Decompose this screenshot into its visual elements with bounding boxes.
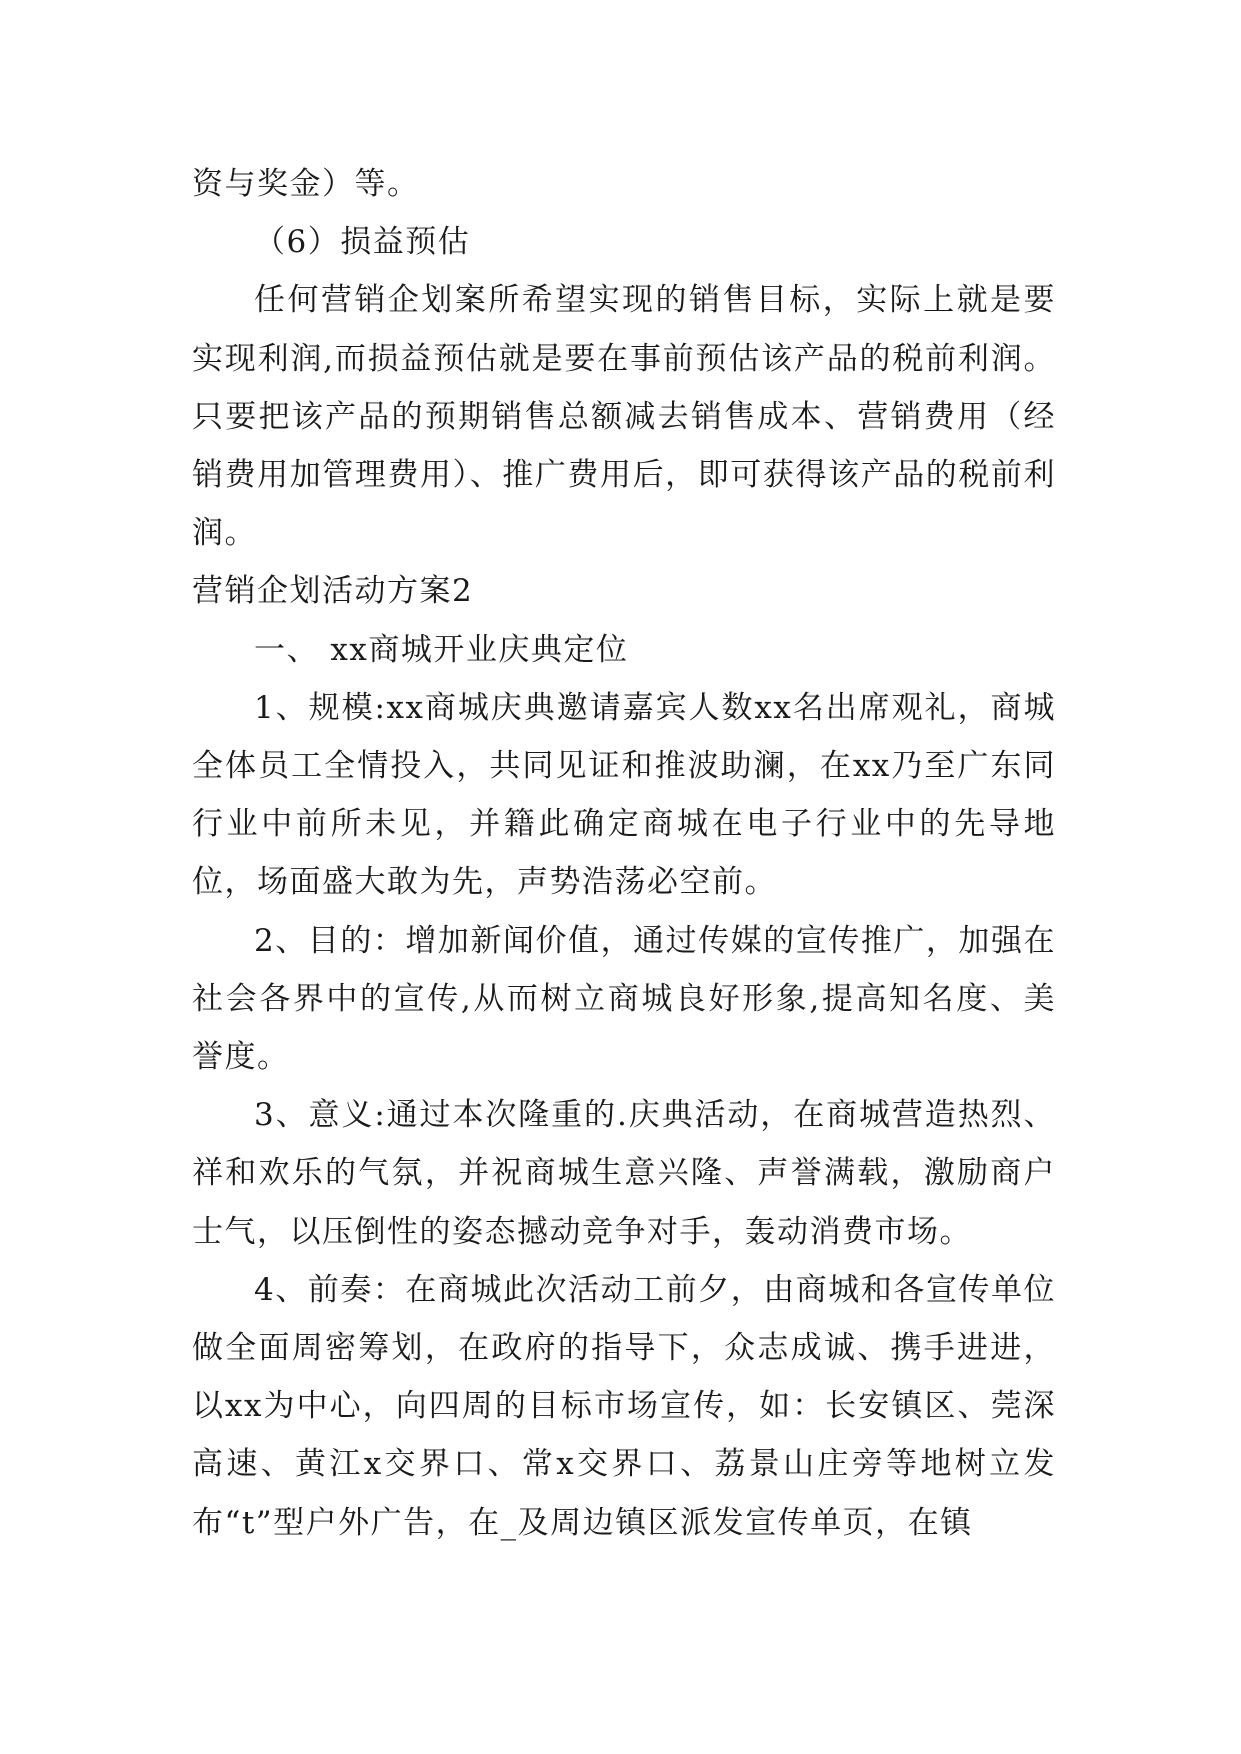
subheading-profit-loss-estimate: （6）损益预估 <box>254 224 471 261</box>
subheading-positioning: 一、 xx商城开业庆典定位 <box>254 631 629 668</box>
paragraph-continuation: 资与奖金）等。 <box>192 166 420 202</box>
paragraph-significance: 3、意义:通过本次隆重的.庆典活动，在商城营造热烈、祥和欢乐的气氛，并祝商城生意兴隆、声誉满载，激励商户士气，以压倒性的姿态撼动竞争对手，轰动消费市场。 <box>192 1097 1056 1250</box>
section-title-plan-2: 营销企划活动方案2 <box>192 573 474 610</box>
paragraph-purpose: 2、目的：增加新闻价值，通过传媒的宣传推广，加强在社会各界中的宣传,从而树立商城良好形象,提高知名度、美誉度。 <box>192 922 1056 1076</box>
paragraph-profit-loss: 任何营销企划案所希望实现的销售目标，实际上就是要实现利润,而损益预估就是要在事前预估该产品的税前利润。只要把该产品的预期销售总额减去销售成本、营销费用（经销费用加管理费用）、推广费用后，即可获得该产品的税前利润。 <box>192 282 1056 552</box>
document-body <box>192 155 1056 1552</box>
paragraph-prelude: 4、前奏：在商城此次活动工前夕，由商城和各宣传单位做全面周密筹划，在政府的指导下，众志成诚、携手进进，以xx为中心，向四周的目标市场宣传，如：长安镇区、莞深高速、黄江x交界口、常x交界口、荔景山庄旁等地树立发布“t”型户外广告，在_及周边镇区派发宣传单页，在镇 <box>192 1271 1056 1541</box>
paragraph-scale: 1、规模:xx商城庆典邀请嘉宾人数xx名出席观礼，商城全体员工全情投入，共同见证和推波助澜，在xx乃至广东同行业中前所未见，并籍此确定商城在电子行业中的先导地位，场面盛大敢为先，声势浩荡必空前。 <box>192 689 1056 901</box>
